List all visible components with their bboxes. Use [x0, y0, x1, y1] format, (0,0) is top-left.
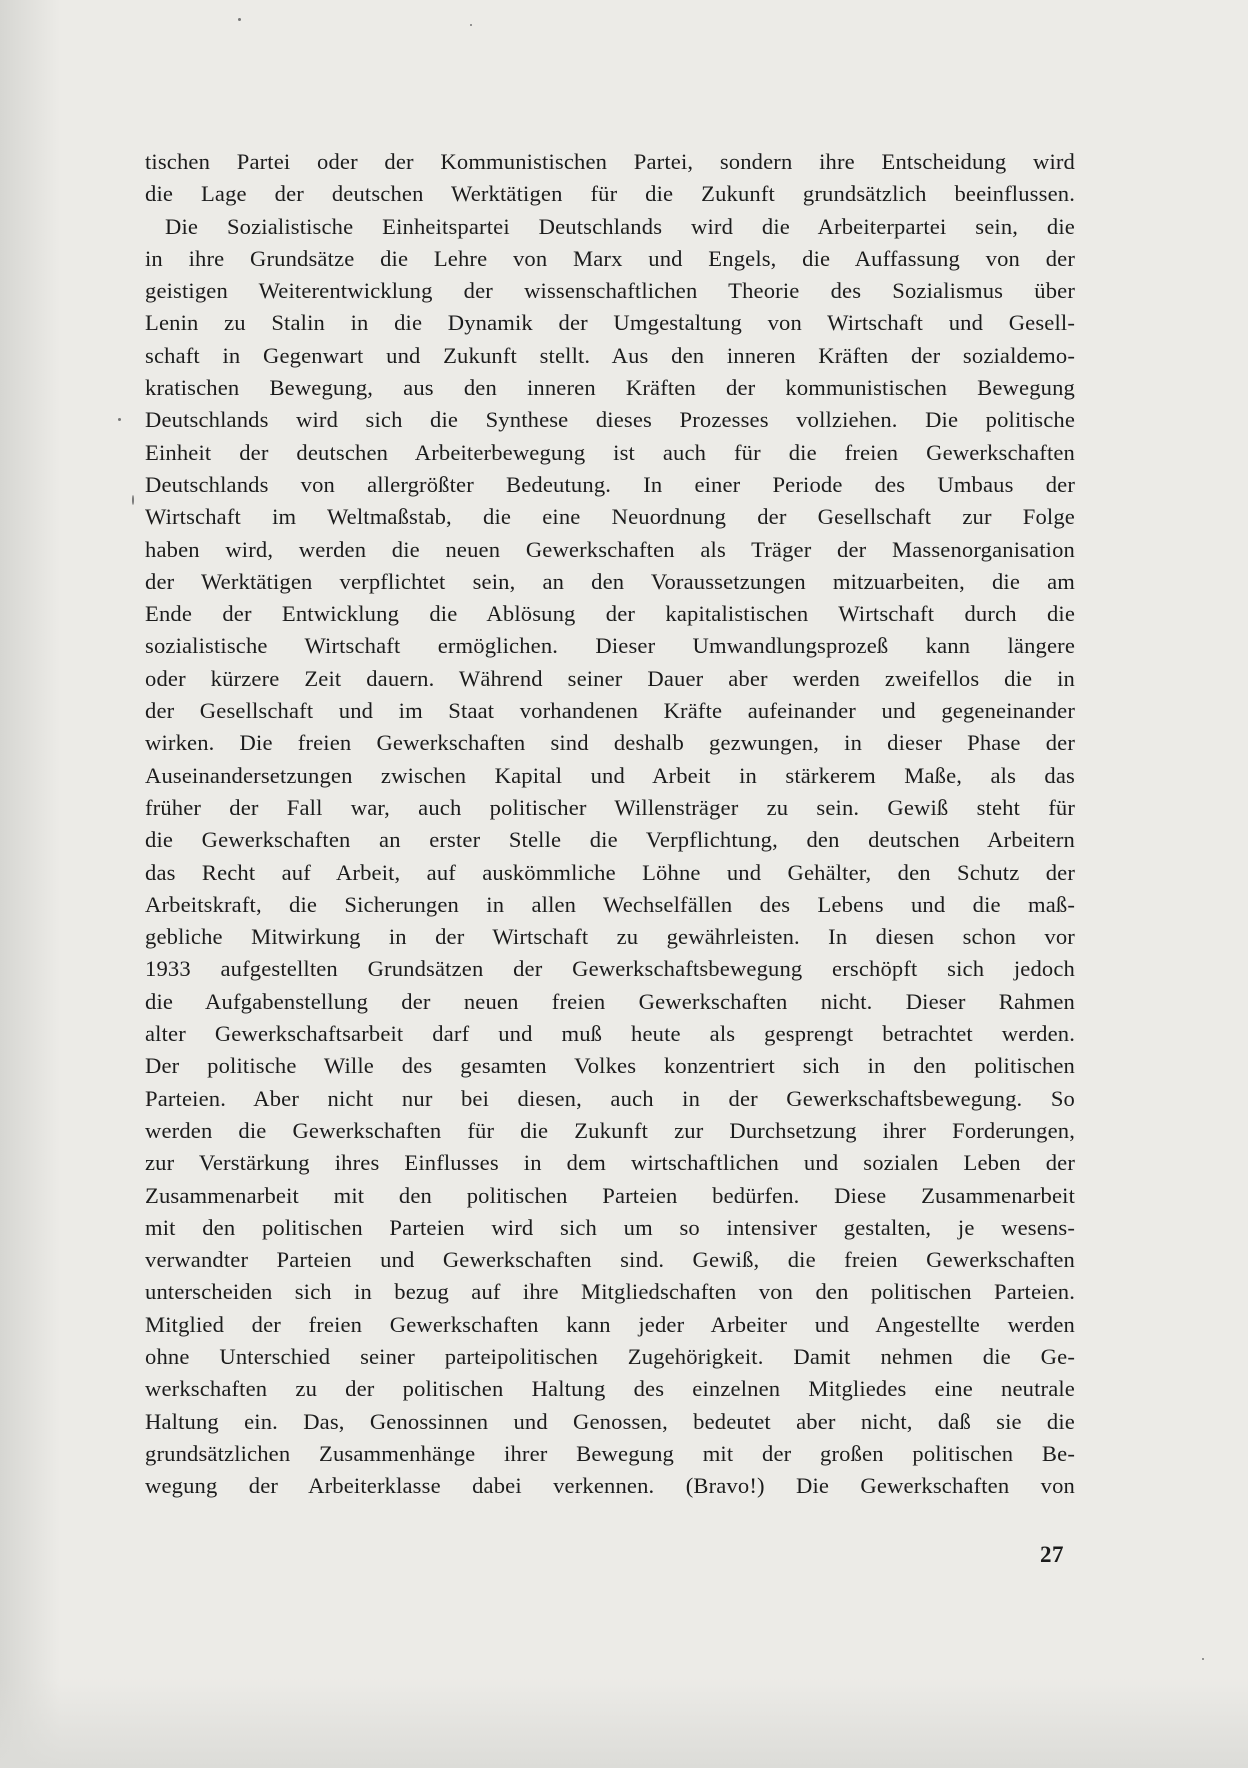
text-line: werden die Gewerkschaften für die Zukunft zur Durchsetzung ihrer Forderungen, [145, 1117, 1075, 1143]
scan-speck [238, 18, 241, 21]
text-line: Mitglied der freien Gewerkschaften kann jeder Arbeiter und Angestellte werden [145, 1311, 1075, 1337]
text-line: oder kürzere Zeit dauern. Während seiner Dauer aber werden zweifellos die in [145, 665, 1075, 691]
text-line: gebliche Mitwirkung in der Wirtschaft zu gewährleisten. In diesen schon vor [145, 924, 1075, 950]
text-line: zur Verstärkung ihres Einflusses in dem wirtschaftlichen und sozialen Leben der [145, 1150, 1075, 1176]
text-line: das Recht auf Arbeit, auf auskömmliche Löhne und Gehälter, den Schutz der [145, 859, 1075, 885]
text-line: grundsätzlichen Zusammenhänge ihrer Bewegung mit der großen politischen Be- [145, 1440, 1075, 1466]
text-line: Wirtschaft im Weltmaßstab, die eine Neuordnung der Gesellschaft zur Folge [145, 504, 1075, 530]
scan-speck [1202, 1658, 1204, 1660]
text-line: Ende der Entwicklung die Ablösung der kapitalistischen Wirtschaft durch die [145, 601, 1075, 627]
text-line: geistigen Weiterentwicklung der wissenschaftlichen Theorie des Sozialismus über [145, 278, 1075, 304]
text-line: Zusammenarbeit mit den politischen Parteien bedürfen. Diese Zusammenarbeit [145, 1182, 1075, 1208]
text-line: die Aufgabenstellung der neuen freien Gewerkschaften nicht. Dieser Rahmen [145, 988, 1075, 1014]
text-line: Arbeitskraft, die Sicherungen in allen Wechselfällen des Lebens und die maß- [145, 891, 1075, 917]
text-line: wegung der Arbeiterklasse dabei verkennen. (Bravo!) Die Gewerkschaften von [145, 1473, 1075, 1499]
text-line: Der politische Wille des gesamten Volkes konzentriert sich in den politischen [145, 1053, 1075, 1079]
text-line: Haltung ein. Das, Genossinnen und Genossen, bedeutet aber nicht, daß sie die [145, 1408, 1075, 1434]
text-line: Die Sozialistische Einheitspartei Deutschlands wird die Arbeiterpartei sein, die [165, 213, 1075, 239]
text-line: der Gesellschaft und im Staat vorhandenen Kräfte aufeinander und gegeneinander [145, 698, 1075, 724]
text-line: Lenin zu Stalin in die Dynamik der Umgestaltung von Wirtschaft und Gesell- [145, 310, 1075, 336]
text-line: früher der Fall war, auch politischer Willensträger zu sein. Gewiß steht für [145, 794, 1075, 820]
text-line: Deutschlands wird sich die Synthese dieses Prozesses vollziehen. Die politische [145, 407, 1075, 433]
text-line: Auseinandersetzungen zwischen Kapital und Arbeit in stärkerem Maße, als das [145, 762, 1075, 788]
scan-speck [118, 418, 121, 421]
text-line: kratischen Bewegung, aus den inneren Kräften der kommunistischen Bewegung [145, 375, 1075, 401]
text-line: 1933 aufgestellten Grundsätzen der Gewerkschaftsbewegung erschöpft sich jedoch [145, 956, 1075, 982]
text-line: sozialistische Wirtschaft ermöglichen. Dieser Umwandlungsprozeß kann längere [145, 633, 1075, 659]
text-line: alter Gewerkschaftsarbeit darf und muß heute als gesprengt betrachtet werden. [145, 1021, 1075, 1047]
text-line: Deutschlands von allergrößter Bedeutung. In einer Periode des Umbaus der [145, 471, 1075, 497]
text-line: in ihre Grundsätze die Lehre von Marx und Engels, die Auffassung von der [145, 245, 1075, 271]
text-line: mit den politischen Parteien wird sich um so intensiver gestalten, je wesens- [145, 1214, 1075, 1240]
text-line: werkschaften zu der politischen Haltung des einzelnen Mitgliedes eine neutrale [145, 1376, 1075, 1402]
text-line: tischen Partei oder der Kommunistischen Partei, sondern ihre Entscheidung wird [145, 149, 1075, 174]
text-line: die Lage der deutschen Werktätigen für die Zukunft grundsätzlich beeinflussen. [145, 181, 1075, 207]
text-line: ohne Unterschied seiner parteipolitischen Zugehörigkeit. Damit nehmen die Ge- [145, 1343, 1075, 1369]
text-line: schaft in Gegenwart und Zukunft stellt. Aus den inneren Kräften der sozialdemo- [145, 342, 1075, 368]
scan-speck [470, 24, 472, 26]
page-edge-shadow [0, 0, 60, 1768]
body-text [145, 146, 1075, 1502]
text-line: unterscheiden sich in bezug auf ihre Mitgliedschaften von den politischen Parteien. [145, 1279, 1075, 1305]
scan-speck [132, 495, 134, 505]
text-line: Parteien. Aber nicht nur bei diesen, auch in der Gewerkschaftsbewegung. So [145, 1085, 1075, 1111]
text-line: Einheit der deutschen Arbeiterbewegung ist auch für die freien Gewerkschaften [145, 439, 1075, 465]
text-line: der Werktätigen verpflichtet sein, an den Voraussetzungen mitzuarbeiten, die am [145, 568, 1075, 594]
text-line: verwandter Parteien und Gewerkschaften sind. Gewiß, die freien Gewerkschaften [145, 1247, 1075, 1273]
text-line: wirken. Die freien Gewerkschaften sind deshalb gezwungen, in dieser Phase der [145, 730, 1075, 756]
text-line: die Gewerkschaften an erster Stelle die Verpflichtung, den deutschen Arbeitern [145, 827, 1075, 853]
page-number: 27 [1040, 1542, 1064, 1567]
page-bottom-shadow [0, 1678, 1248, 1768]
text-line: haben wird, werden die neuen Gewerkschaften als Träger der Massenorganisation [145, 536, 1075, 562]
